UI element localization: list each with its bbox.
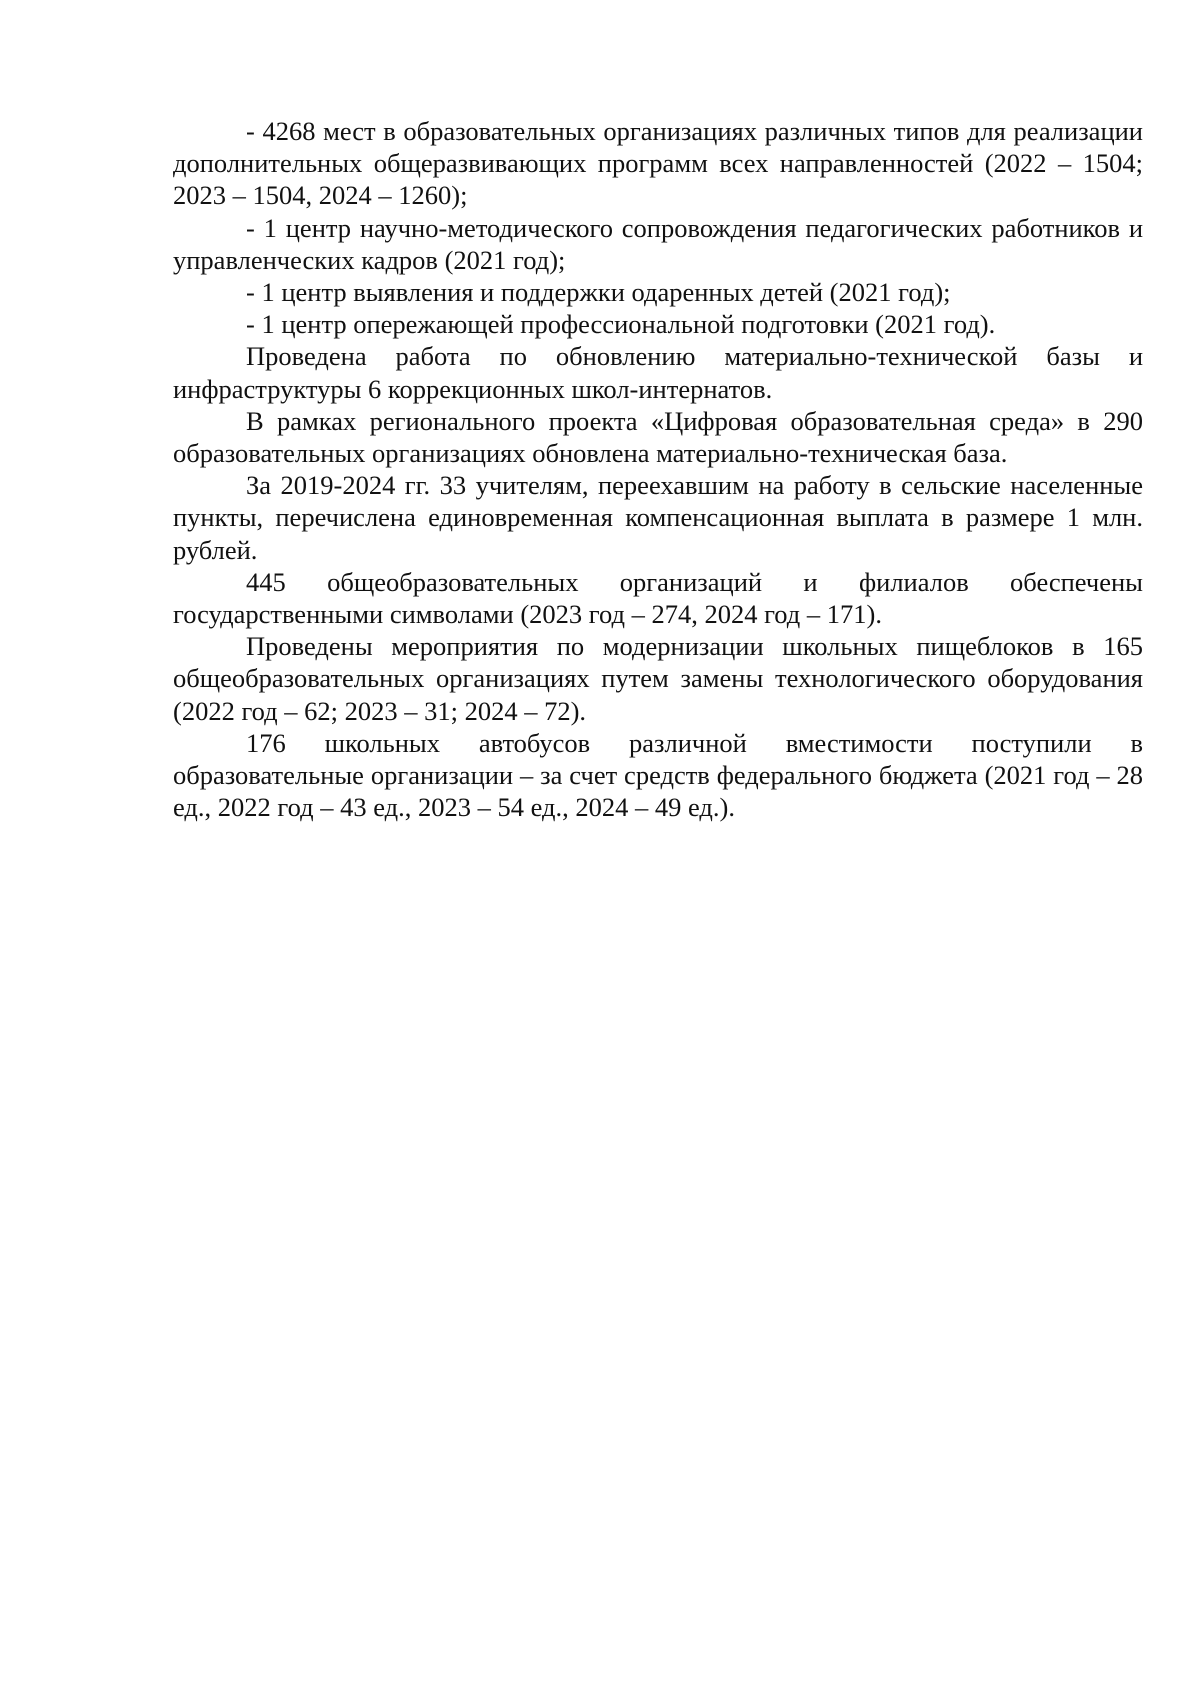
paragraph-state-symbols: 445 общеобразовательных организаций и филиалов обеспечены государственными символами (2023 год – 274, 2024 год – 171).: [173, 566, 1143, 630]
paragraph-school-buses: 176 школьных автобусов различной вместимости поступили в образовательные организации – за счет средств федерального бюджета (2021 год – 28 ед., 2022 год – 43 ед., 2023 – 54 ед., 2024 – 49 ед.).: [173, 727, 1143, 823]
paragraph-correctional-schools: Проведена работа по обновлению материально-технической базы и инфраструктуры 6 коррекционных школ-интернатов.: [173, 341, 1143, 404]
paragraph-school-kitchens: Проведены мероприятия по модернизации школьных пищеблоков в 165 общеобразовательных организациях путем замены технологического оборудования (2022 год – 62; 2023 – 31; 2024 – 72).: [173, 631, 1143, 726]
paragraph-methodical-center: - 1 центр научно-методического сопровождения педагогических работников и управленческих кадров (2021 год);: [173, 212, 1143, 275]
paragraph-places-additional-education: - 4268 мест в образовательных организациях различных типов для реализации дополнительных общеразвивающих программ всех направленностей (2022 – 1504; 2023 – 1504, 2024 – 1260);: [173, 116, 1143, 211]
paragraph-digital-environment: В рамках регионального проекта «Цифровая образовательная среда» в 290 образовательных организациях обновлена материально-техническая база.: [173, 405, 1143, 469]
document-body: [173, 115, 1143, 823]
paragraph-professional-training-center: - 1 центр опережающей профессиональной подготовки (2021 год).: [246, 309, 996, 340]
paragraph-rural-teachers: За 2019-2024 гг. 33 учителям, переехавшим на работу в сельские населенные пункты, перечислена единовременная компенсационная выплата в размере 1 млн. рублей.: [173, 470, 1143, 565]
paragraph-gifted-children-center: - 1 центр выявления и поддержки одаренных детей (2021 год);: [246, 277, 951, 308]
